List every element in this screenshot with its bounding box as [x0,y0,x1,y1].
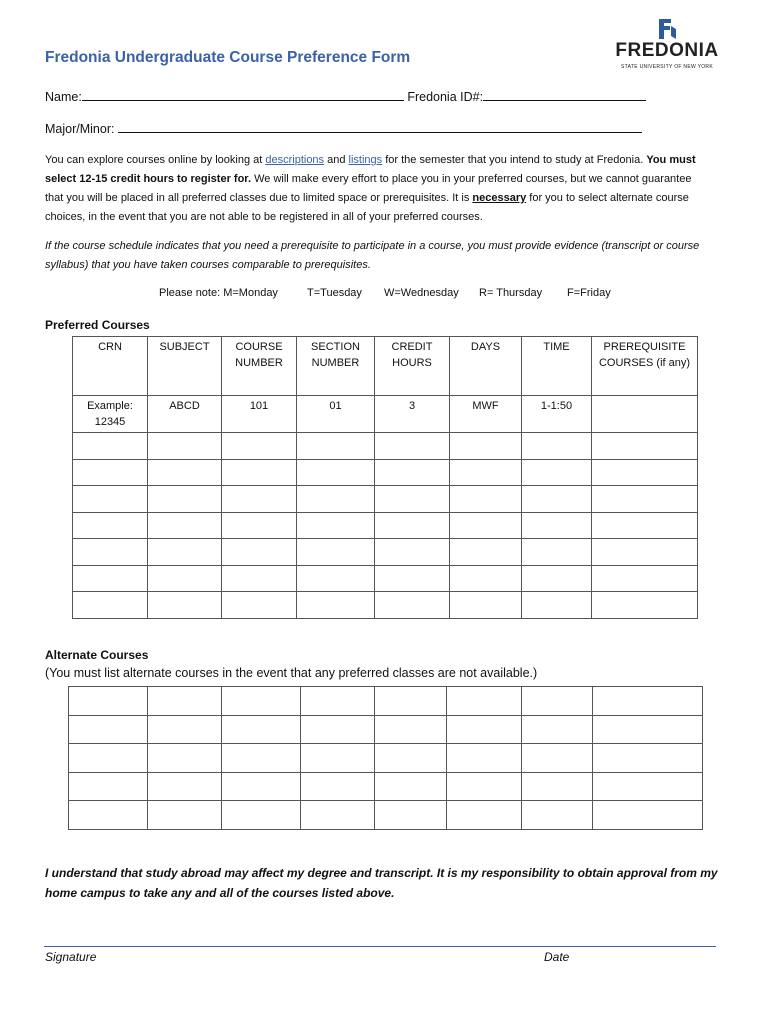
entry-cell[interactable] [73,459,148,486]
column-header: SUBJECT [148,337,222,396]
entry-cell[interactable] [297,486,375,513]
intro-paragraph [45,151,710,227]
table-row [73,459,698,486]
entry-cell[interactable] [375,512,450,539]
entry-cell[interactable] [148,433,222,460]
table-row [73,539,698,566]
name-field[interactable] [82,88,404,101]
entry-cell[interactable] [73,592,148,619]
entry-cell[interactable] [522,512,592,539]
intro-text: for the semester that you intend to study at Fredonia. [382,154,647,166]
date-label: Date [544,950,570,964]
days-note-tuesday: T=Tuesday [307,287,362,299]
entry-cell[interactable] [375,433,450,460]
entry-cell[interactable] [593,772,703,801]
entry-cell[interactable] [222,539,297,566]
entry-cell[interactable] [69,801,148,830]
entry-cell[interactable] [375,715,447,744]
preferred-courses-heading: Preferred Courses [45,318,150,332]
entry-cell[interactable] [148,592,222,619]
fredonia-logo [612,18,722,74]
entry-cell[interactable] [522,744,593,773]
entry-cell[interactable] [592,459,698,486]
entry-cell[interactable] [375,744,447,773]
example-cell: Example: 12345 [73,396,148,433]
entry-cell[interactable] [222,772,301,801]
entry-cell[interactable] [73,539,148,566]
entry-cell[interactable] [222,744,301,773]
signature-line[interactable] [44,946,716,947]
entry-cell[interactable] [592,433,698,460]
entry-cell[interactable] [301,744,375,773]
intro-text: We will make every effort to place you in your preferred courses, but we cannot guarantee that you will be placed in all preferred classes due to limited space or prerequisites. It is [45,173,692,204]
entry-cell[interactable] [73,486,148,513]
fredonia-id-field[interactable] [483,88,646,101]
intro-text: You can explore courses online by looking at [45,154,266,166]
logo-mark-icon [656,18,678,40]
entry-cell[interactable] [297,565,375,592]
entry-cell[interactable] [301,772,375,801]
days-note-friday: F=Friday [567,287,611,299]
entry-cell[interactable] [447,772,522,801]
entry-cell[interactable] [375,801,447,830]
entry-cell[interactable] [73,433,148,460]
entry-cell[interactable] [522,592,592,619]
logo-wordmark: FREDONIA [615,40,719,61]
preferred-courses-table [72,336,698,619]
entry-cell[interactable] [522,459,592,486]
entry-cell[interactable] [222,715,301,744]
entry-cell[interactable] [301,687,375,716]
example-cell: 1-1:50 [522,396,592,433]
entry-cell[interactable] [450,459,522,486]
entry-cell[interactable] [522,801,593,830]
entry-cell[interactable] [447,687,522,716]
major-row [45,120,642,136]
example-cell: 3 [375,396,450,433]
days-note-wednesday: W=Wednesday [384,287,459,299]
entry-cell[interactable] [73,565,148,592]
alternate-courses-heading: Alternate Courses [45,648,149,662]
entry-cell[interactable] [592,539,698,566]
entry-cell[interactable] [73,512,148,539]
table-row [69,801,703,830]
entry-cell[interactable] [222,459,297,486]
entry-cell[interactable] [375,772,447,801]
example-cell: 01 [297,396,375,433]
entry-cell[interactable] [592,486,698,513]
logo-subtitle: STATE UNIVERSITY OF NEW YORK [621,64,713,70]
column-header: SECTION NUMBER [297,337,375,396]
entry-cell[interactable] [375,459,450,486]
entry-cell[interactable] [148,539,222,566]
entry-cell[interactable] [592,565,698,592]
entry-cell[interactable] [69,772,148,801]
entry-cell[interactable] [222,592,297,619]
entry-cell[interactable] [375,539,450,566]
column-header: COURSE NUMBER [222,337,297,396]
entry-cell[interactable] [297,592,375,619]
entry-cell[interactable] [148,801,222,830]
intro-text: for you to select alternate course choices, in the event that you are not able to be registered in all of your preferred courses. [45,192,689,223]
entry-cell[interactable] [69,744,148,773]
entry-cell[interactable] [148,459,222,486]
entry-cell[interactable] [450,565,522,592]
credit-hours-requirement: You must select 12-15 credit hours to register for. [45,154,696,185]
entry-cell[interactable] [148,486,222,513]
entry-cell[interactable] [297,433,375,460]
listings-link[interactable]: listings [348,154,383,166]
entry-cell[interactable] [148,772,222,801]
entry-cell[interactable] [447,744,522,773]
table-row [73,512,698,539]
entry-cell[interactable] [375,565,450,592]
entry-cell[interactable] [522,433,592,460]
example-cell [592,396,698,433]
descriptions-link[interactable]: descriptions [265,154,325,166]
table-row [73,592,698,619]
column-header: CREDIT HOURS [375,337,450,396]
entry-cell[interactable] [222,565,297,592]
entry-cell[interactable] [593,744,703,773]
entry-cell[interactable] [375,687,447,716]
entry-cell[interactable] [447,715,522,744]
table-row [73,486,698,513]
alternate-courses-instruction: (You must list alternate courses in the event that any preferred classes are not available.) [45,666,538,680]
entry-cell[interactable] [375,592,450,619]
example-cell: ABCD [148,396,222,433]
entry-cell[interactable] [447,801,522,830]
entry-cell[interactable] [222,687,301,716]
necessary-emphasis: necessary [472,192,527,204]
fredonia-id-label: Fredonia ID#: [407,90,484,104]
entry-cell[interactable] [522,772,593,801]
entry-cell[interactable] [593,715,703,744]
entry-cell[interactable] [593,801,703,830]
entry-cell[interactable] [69,687,148,716]
table-row [69,715,703,744]
entry-cell[interactable] [222,512,297,539]
entry-cell[interactable] [450,539,522,566]
example-cell: MWF [450,396,522,433]
entry-cell[interactable] [593,687,703,716]
column-header: PREREQUISITE COURSES (if any) [592,337,698,396]
entry-cell[interactable] [450,512,522,539]
entry-cell[interactable] [522,687,593,716]
entry-cell[interactable] [522,486,592,513]
entry-cell[interactable] [301,715,375,744]
name-label: Name: [45,90,82,104]
entry-cell[interactable] [522,539,592,566]
signature-label: Signature [45,950,97,964]
name-id-row [45,88,646,104]
table-row [73,433,698,460]
days-note-thursday: R= Thursday [479,287,543,299]
table-row [73,565,698,592]
entry-cell[interactable] [375,486,450,513]
entry-cell[interactable] [450,592,522,619]
entry-cell[interactable] [222,801,301,830]
table-row [69,744,703,773]
entry-cell[interactable] [450,486,522,513]
entry-cell[interactable] [592,592,698,619]
entry-cell[interactable] [148,512,222,539]
form-title: Fredonia Undergraduate Course Preference Form [45,49,411,66]
entry-cell[interactable] [148,687,222,716]
days-note-label: Please note: M=Monday [159,287,278,299]
column-header: CRN [73,337,148,396]
entry-cell[interactable] [148,715,222,744]
entry-cell[interactable] [522,565,592,592]
major-minor-label: Major/Minor: [45,122,115,136]
entry-cell[interactable] [522,715,593,744]
table-row [69,772,703,801]
major-minor-field[interactable] [118,120,642,133]
entry-cell[interactable] [592,512,698,539]
column-header: TIME [522,337,592,396]
column-header: DAYS [450,337,522,396]
entry-cell[interactable] [69,715,148,744]
entry-cell[interactable] [297,512,375,539]
alternate-courses-table [68,686,703,830]
agreement-statement: I understand that study abroad may affect my degree and transcript. It is my responsibility to obtain approval from my home campus to take any and all of the courses listed above. [45,866,718,900]
prerequisite-note: If the course schedule indicates that you need a prerequisite to participate in a course, you must provide evidence (transcript or course syllabus) that you have taken courses comparable to prerequisites. [45,240,700,271]
entry-cell[interactable] [222,433,297,460]
entry-cell[interactable] [148,565,222,592]
entry-cell[interactable] [222,486,297,513]
example-cell: 101 [222,396,297,433]
entry-cell[interactable] [148,744,222,773]
entry-cell[interactable] [297,539,375,566]
table-row [69,687,703,716]
entry-cell[interactable] [297,459,375,486]
entry-cell[interactable] [450,433,522,460]
table-header-row [73,337,698,396]
intro-text: and [324,154,349,166]
entry-cell[interactable] [301,801,375,830]
example-row [73,396,698,433]
